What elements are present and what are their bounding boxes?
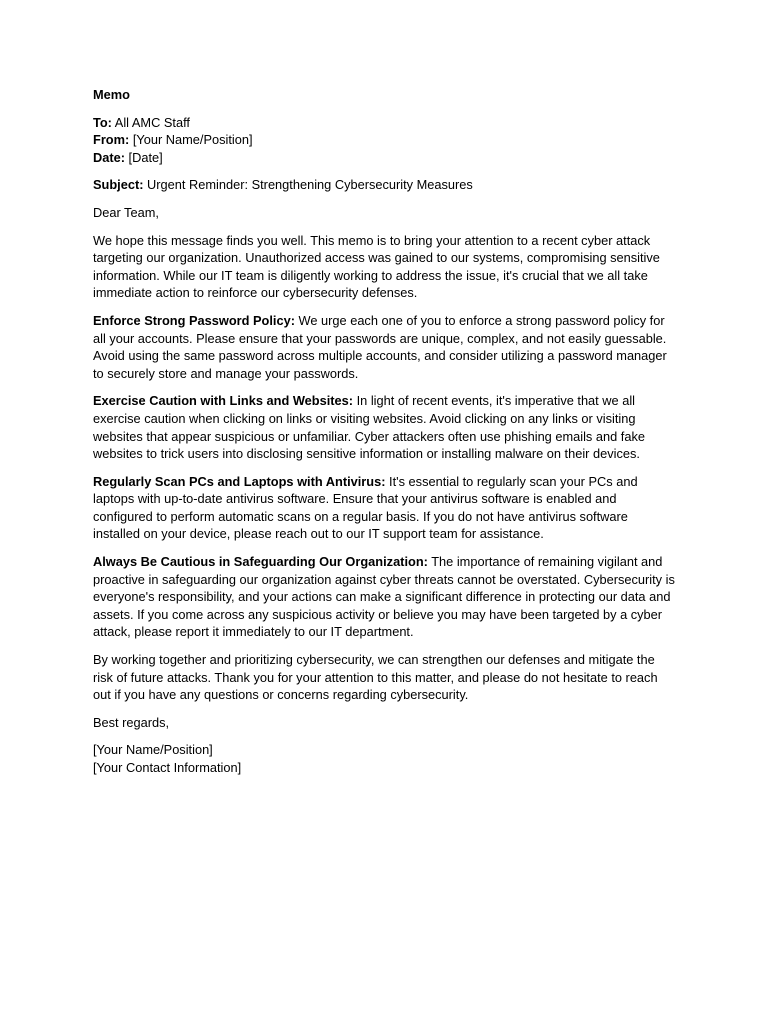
section-safeguarding (93, 553, 675, 641)
section-heading: Enforce Strong Password Policy: (93, 312, 295, 328)
from-label: From: (93, 132, 130, 148)
section-heading: Always Be Cautious in Safeguarding Our Organization: (93, 554, 428, 570)
subject-line (93, 176, 675, 194)
date-line (93, 149, 675, 167)
memo-title: Memo (93, 87, 130, 102)
date-value: [Date] (125, 149, 163, 165)
sign-off: Best regards, (93, 714, 170, 730)
date-label: Date: (93, 149, 125, 165)
from-line (93, 131, 675, 149)
intro-paragraph: We hope this message finds you well. This memo is to bring your attention to a recent cyber attack targeting our organization. Unauthorized access was gained to our systems, compromising sensitive information. While our IT team is diligently working to address the issue, it's crucial that we all take immediate action to reinforce our cybersecurity defenses. (93, 232, 660, 301)
section-antivirus (93, 473, 675, 543)
to-label: To: (93, 114, 112, 130)
greeting: Dear Team, (93, 204, 159, 220)
section-body: It's essential to regularly scan your PCs and laptops with up-to-date antivirus software. Ensure that your antivirus software is enabled and configured to perform automatic scans on a regular basis. If you do not have antivirus software installed on your device, please reach out to our IT support team for assistance. (93, 473, 638, 542)
section-body: In light of recent events, it's imperative that we all exercise caution when clicking on links or visiting websites. Avoid clicking on any links or visiting websites that appear suspicious or unfamiliar. Cyber attackers often use phishing emails and fake websites to trick users into disclosing sensitive information or installing malware on their devices. (93, 393, 645, 462)
subject-value: Urgent Reminder: Strengthening Cybersecurity Measures (143, 177, 473, 193)
section-password-policy (93, 312, 675, 382)
to-line (93, 114, 675, 132)
to-value: All AMC Staff (111, 114, 190, 130)
subject-label: Subject: (93, 177, 144, 193)
section-body: We urge each one of you to enforce a strong password policy for all your accounts. Please ensure that your passwords are unique, complex, and not easily guessable. Avoid using the same password across multiple accounts, and consider utilizing a password manager to securely store and manage your passwords. (93, 312, 667, 381)
signature-block (93, 741, 675, 776)
section-links-websites (93, 392, 675, 462)
from-value: [Your Name/Position] (129, 132, 253, 148)
memo-header-fields (93, 114, 675, 167)
section-heading: Exercise Caution with Links and Websites: (93, 393, 354, 409)
signature-contact: [Your Contact Information] (93, 760, 242, 775)
signature-name: [Your Name/Position] (93, 742, 213, 758)
closing-paragraph: By working together and prioritizing cybersecurity, we can strengthen our defenses and mitigate the risk of future attacks. Thank you for your attention to this matter, and please do not hesitate to reach out if you have any questions or concerns regarding cybersecurity. (93, 652, 658, 703)
section-heading: Regularly Scan PCs and Laptops with Antivirus: (93, 473, 386, 489)
section-body: The importance of remaining vigilant and proactive in safeguarding our organization against cyber threats cannot be overstated. Cybersecurity is everyone's responsibility, and your actions can make a significant difference in protecting our data and assets. If you come across any suspicious activity or believe you may have been targeted by a cyber attack, please report it immediately to our IT department. (93, 554, 675, 640)
